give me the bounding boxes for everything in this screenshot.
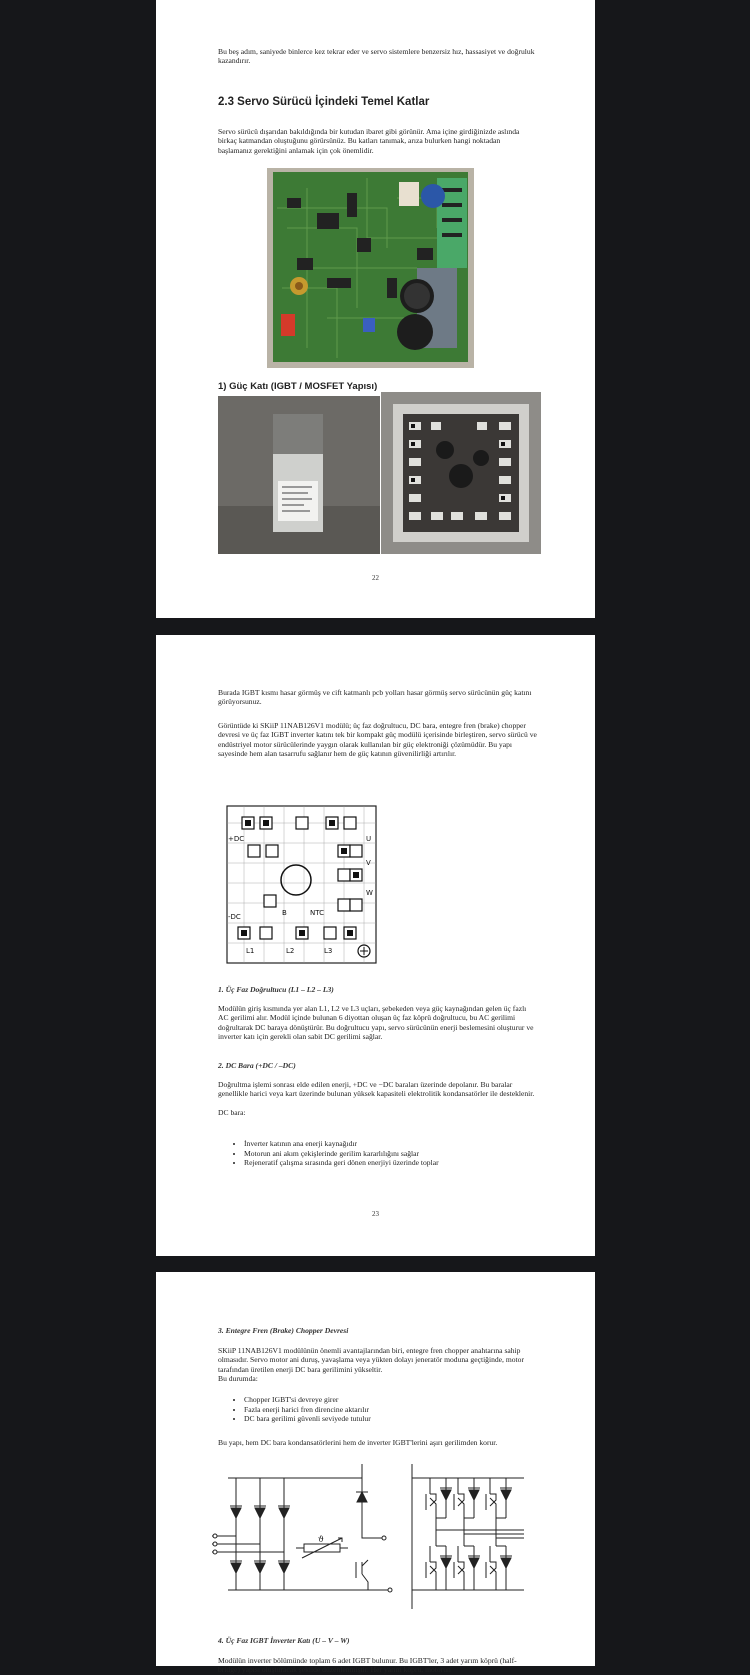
list-item: • Motorun ani akım çekişlerinde gerilim kararlılığını sağlar xyxy=(244,1149,439,1159)
dc-bus-section-title: 2. DC Bara (+DC / –DC) xyxy=(218,1061,296,1070)
bu-durumda-label: Bu durumda: xyxy=(218,1374,258,1383)
brake-chopper-bullet-list xyxy=(234,1395,371,1424)
page-number: 23 xyxy=(372,1210,379,1218)
pin-label-v: V xyxy=(366,859,371,867)
igbt-module-front-photo xyxy=(218,396,380,554)
brake-chopper-section-title: 3. Entegre Fren (Brake) Chopper Devresi xyxy=(218,1326,349,1335)
pin-label-b: B xyxy=(282,909,287,917)
list-item: • Chopper IGBT'si devreye girer xyxy=(244,1395,371,1405)
pin-label-plus-dc: +DC xyxy=(228,835,245,843)
rectifier-section-text: Modülün giriş kısmında yer alan L1, L2 ve L3 uçları, şebekeden veya güç kaynağından gelen üç fazlı AC gerilimi alır. Modül içinde bulunan 6 diyottan oluşan üç faz köprü doğrultucu, bu AC gerilimi doğrultarak DC baraya dönüştürür. Bu doğrultucu yapı, servo sürücünün enerji beslemesini oluşturur ve inverter katı için gerekli olan sabit DC gerilimi sağlar. xyxy=(218,1004,534,1042)
intro-body-paragraph: Servo sürücü dışarıdan bakıldığında bir kutudan ibaret gibi görünür. Ama içine girdiğinizde aslında birkaç katmandan oluştuğunu görürsünüz. Bu katları tanımak, arıza bulurken hangi noktadan başlamanız gerektiğini anlamak için çok önemlidir. xyxy=(218,127,520,155)
list-item: • Rejeneratif çalışma sırasında geri dönen enerjiyi üzerinde toplar xyxy=(244,1158,439,1168)
document-page-22 xyxy=(156,0,595,618)
inverter-section-title: 4. Üç Faz IGBT İnverter Katı (U – V – W) xyxy=(218,1636,350,1645)
dc-bara-label: DC bara: xyxy=(218,1108,246,1117)
page-number: 22 xyxy=(372,574,379,582)
igbt-module-burned-photo xyxy=(381,392,541,554)
damage-description-paragraph: Burada IGBT kısmı hasar görmüş ve cift katmanlı pcb yolları hasar görmüş servo sürücünün güç katını görüyorsunuz. xyxy=(218,688,532,707)
rectifier-section-title: 1. Üç Faz Doğrultucu (L1 – L2 – L3) xyxy=(218,985,334,994)
module-pinout-diagram xyxy=(224,803,379,966)
module-description-paragraph: Görüntüde ki SKiiP 11NAB126V1 modülü; üç faz doğrultucu, DC bara, entegre fren (brake) chopper devresi ve üç faz IGBT inverter katını tek bir kompakt güç modülü içerisinde birleştiren, servo sürücü ve endüstriyel motor sürücülerinde yaygın olarak kullanılan bir güç elektroniği çözümüdür. Bu yapı sayesinde hem alan tasarrufu sağlanır hem de güç katının güvenilirliği artırılır. xyxy=(218,721,537,759)
dc-bus-bullet-list xyxy=(234,1139,439,1168)
pin-label-u: U xyxy=(366,835,372,843)
pin-label-l2: L2 xyxy=(286,947,295,955)
list-item: • Fazla enerji harici fren direncine aktarılır xyxy=(244,1405,371,1415)
ntc-symbol: ϑ xyxy=(318,1535,324,1544)
pin-label-ntc: NTC xyxy=(310,909,324,917)
list-item: • İnverter katının ana enerji kaynağıdır xyxy=(244,1139,439,1149)
pin-label-w: W xyxy=(366,889,373,897)
document-page-23 xyxy=(156,635,595,1256)
pcb-board-photo xyxy=(267,168,474,368)
document-page-24 xyxy=(156,1272,595,1675)
pin-label-l3: L3 xyxy=(324,947,333,955)
protection-paragraph: Bu yapı, hem DC bara kondansatörlerini hem de inverter IGBT'lerini aşırı gerilimden korur. xyxy=(218,1438,498,1447)
inverter-section-text: Modülün inverter bölümünde toplam 6 adet IGBT bulunur. Bu IGBT'ler, 3 adet yarım köprü (half-bridge) yapısı oluşturacak şekilde düzenlenmiştir. Her yarım köprü, motorun xyxy=(218,1656,517,1675)
power-stage-heading: 1) Güç Katı (IGBT / MOSFET Yapısı) xyxy=(218,381,378,392)
brake-chopper-section-text: SKiiP 11NAB126V1 modülünün önemli avantajlarından biri, entegre fren chopper anahtarına sahip olmasıdır. Servo motor ani duruş, yavaşlama veya yükten dolayı jeneratör moduna geçtiğinde, motor tarafından üretilen enerji DC bara gerilimini yükseltir. xyxy=(218,1346,524,1374)
pin-label-minus-dc: -DC xyxy=(228,913,241,921)
list-item: • DC bara gerilimi güvenli seviyede tutulur xyxy=(244,1414,371,1424)
module-circuit-schematic xyxy=(212,1464,524,1609)
dc-bus-section-text: Doğrultma işlemi sonrası elde edilen enerji, +DC ve −DC baraları üzerinde depolanır. Bu baralar genellikle harici veya kart üzerinde bulunan yüksek kapasiteli elektrolitik kondansatörler ile desteklenir. xyxy=(218,1080,535,1099)
section-heading: 2.3 Servo Sürücü İçindeki Temel Katlar xyxy=(218,96,430,108)
intro-paragraph: Bu beş adım, saniyede binlerce kez tekrar eder ve servo sistemlere benzersiz hız, hassasiyet ve doğruluk kazandırır. xyxy=(218,47,535,66)
pin-label-l1: L1 xyxy=(246,947,255,955)
